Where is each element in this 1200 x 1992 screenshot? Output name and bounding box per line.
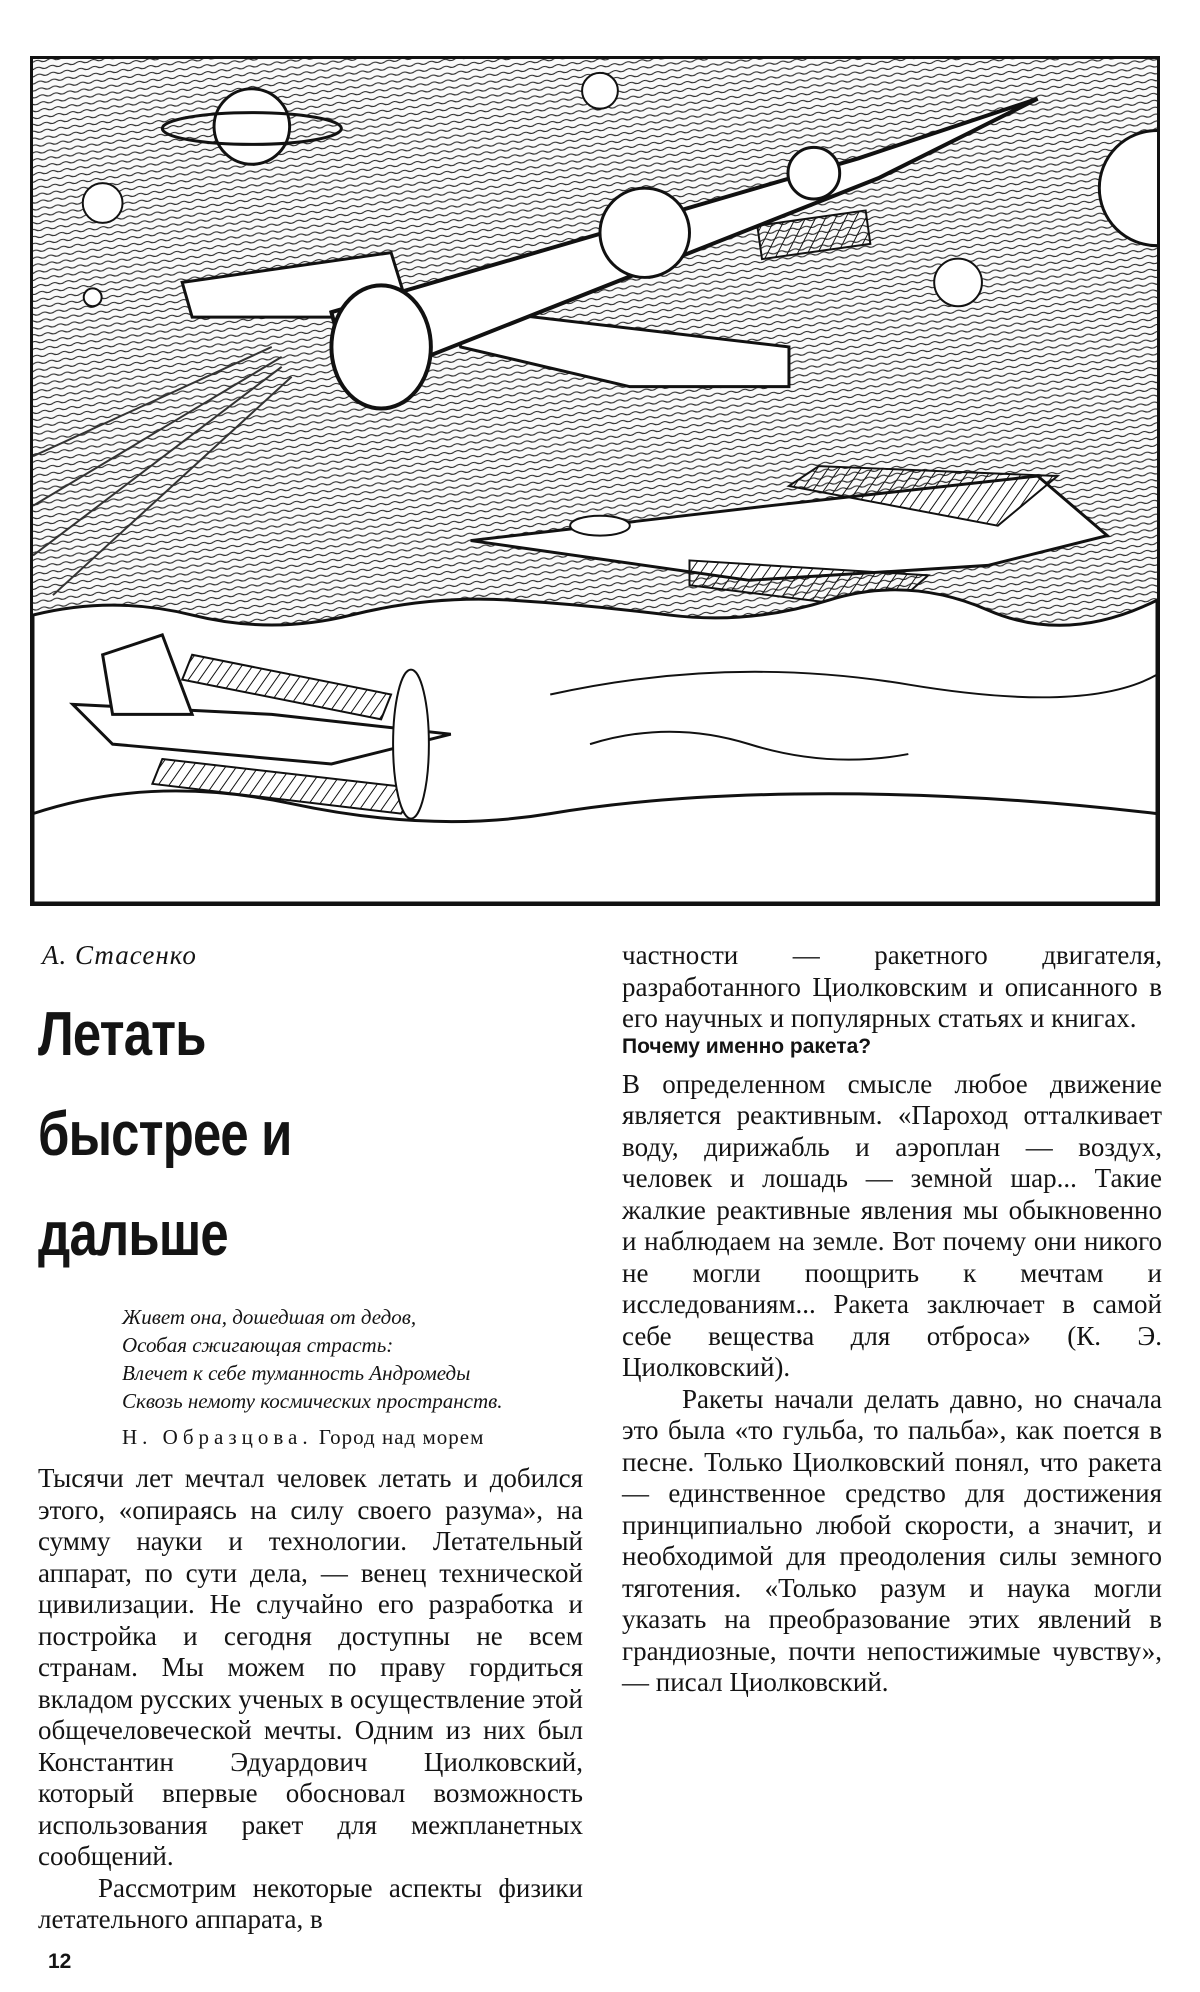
epigraph-source-title: Город над морем <box>318 1425 485 1449</box>
body-paragraph: Ракеты начали делать давно, но сначала это была «то гульба, то пальба», как поется в песне. Только Циолковский понял, что ракета — единственное средство для достижения принципиально любой скорости, а значит, и необходимой для преодоления силы земного тяготения. «Только разум и наука могли указать на преобразование этих явлений в грандиозные, почти непостижимые чувству», — писал Циолковский. <box>622 1383 1162 1697</box>
epigraph-line: Влечет к себе туманность Андромеды <box>122 1361 471 1385</box>
aircraft-evolution-drawing <box>33 59 1157 903</box>
body-paragraph: Рассмотрим некоторые аспекты физики летательного аппарата, в <box>38 1872 583 1934</box>
epigraph-line: Сквозь немоту космических пространств. <box>122 1389 503 1413</box>
body-paragraph: В определенном смысле любое движение является реактивным. «Пароход отталкивает воду, дирижабль и аэроплан — воздух, человек и лошадь — земной шар... Такие жалкие реактивные явления мы обыкновенно и наблюдаем на земле. Вот почему они никого не могли поощрить к мечтам и исследованиям... Ракета заключает в самой себе вещества для отброса» (К. Э. Циолковский). <box>622 1068 1162 1382</box>
left-column <box>38 940 583 1936</box>
body-paragraph: Тысячи лет мечтал человек летать и добился этого, «опираясь на силу своего разума», на сумму науки и технологии. Летательный аппарат, по сути дела, — венец технической цивилизации. Не случайно его разработка и постройка и сегодня доступны не всем странам. Мы можем по праву гордиться вкладом русских ученых в осуществление этой общечеловеческой мечты. Одним из них был Константин Эдуардович Циолковский, который впервые обосновал возможность использования ракет для межпланетных сообщений. <box>38 1463 583 1871</box>
article-title <box>38 985 485 1285</box>
epigraph-source-author: Н. Образцова. <box>122 1425 313 1449</box>
epigraph <box>122 1303 583 1415</box>
right-column <box>622 940 1162 1699</box>
title-line-1: Летать <box>38 1000 206 1069</box>
epigraph-source <box>122 1423 583 1451</box>
body-paragraph-continued: частности — ракетного двигателя, разработанного Циолковским и описанного в его научных и популярных статьях и книгах. <box>622 940 1162 1033</box>
section-heading: Почему именно ракета? <box>622 1034 872 1058</box>
article-author: А. Стасенко <box>42 940 197 970</box>
header-illustration <box>30 56 1160 906</box>
page-number: 12 <box>48 1950 72 1973</box>
epigraph-line: Живет она, дошедшая от дедов, <box>122 1305 417 1329</box>
epigraph-line: Особая сжигающая страсть: <box>122 1333 394 1357</box>
title-line-2: быстрее и дальше <box>38 1100 292 1269</box>
